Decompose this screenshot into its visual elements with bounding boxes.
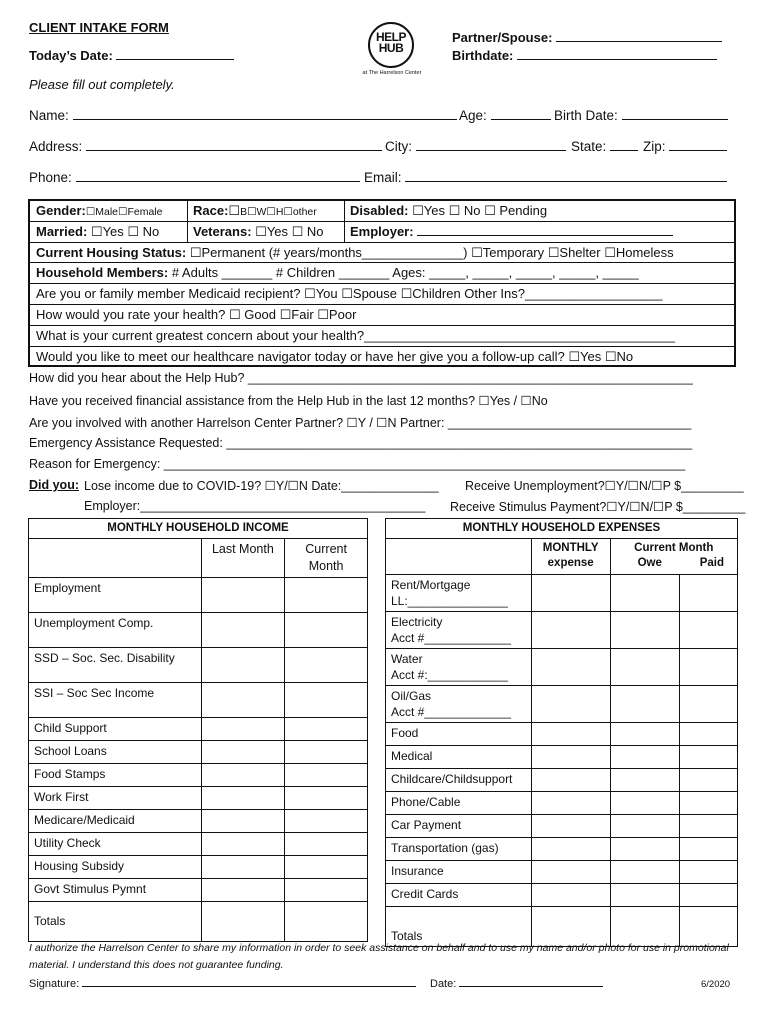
birth-date-label: Birth Date: (554, 108, 618, 123)
income-current-month-cell[interactable] (285, 718, 368, 741)
expense-account-field[interactable]: Acct #_____________ (391, 705, 512, 719)
email-field[interactable] (364, 170, 727, 185)
income-row-label: Unemployment Comp. (29, 613, 202, 648)
date-field[interactable] (430, 977, 603, 990)
income-row-label: Housing Subsidy (29, 856, 202, 879)
expense-row-label-cell (386, 861, 532, 884)
age-field[interactable] (459, 108, 551, 123)
expense-paid-cell[interactable] (680, 575, 738, 612)
income-last-month-cell[interactable] (201, 648, 285, 683)
logo-text: HELP HUB (375, 30, 406, 55)
address-field[interactable] (29, 139, 382, 154)
expense-owe-cell[interactable] (610, 861, 680, 884)
gender-female-option[interactable]: Female (127, 206, 163, 218)
birthdate-label: Birthdate: (452, 48, 514, 63)
expense-paid-cell[interactable] (680, 723, 738, 746)
housing-label: Current Housing Status: (36, 244, 187, 260)
expenses-table (385, 518, 738, 947)
help-hub-logo (358, 20, 428, 78)
income-row-label: Totals (29, 902, 202, 942)
expense-row-label: Totals (391, 929, 423, 943)
disabled-label: Disabled: (350, 203, 409, 218)
expense-row-label-cell (386, 723, 532, 746)
income-current-month-cell[interactable] (285, 810, 368, 833)
expense-row-label: Oil/Gas (391, 689, 432, 703)
assistance-question[interactable]: Have you received financial assistance from the Help Hub in the last 12 months? ☐Yes / ☐No (29, 394, 548, 408)
income-current-month-cell[interactable] (285, 879, 368, 902)
income-row (29, 810, 368, 833)
income-last-month-cell[interactable] (201, 578, 285, 613)
income-last-month-cell[interactable] (201, 683, 285, 718)
expense-monthly-cell[interactable] (531, 884, 610, 907)
income-header-blank (29, 539, 202, 578)
did-you-label: Did you: (29, 478, 79, 492)
married-group[interactable] (36, 222, 186, 242)
income-last-month-cell[interactable] (201, 833, 285, 856)
income-row-label: SSD – Soc. Sec. Disability (29, 648, 202, 683)
expense-row-label: Insurance (391, 864, 444, 878)
expense-row (386, 575, 738, 612)
household-label: Household Members: (36, 265, 169, 281)
married-label: Married: (36, 223, 88, 239)
expense-owe-cell[interactable] (610, 746, 680, 769)
expense-row (386, 686, 738, 723)
employer-field[interactable]: Employer:_________________________________________ (84, 499, 426, 513)
email-label: Email: (364, 170, 402, 185)
income-current-month-cell[interactable] (285, 741, 368, 764)
household-row[interactable] (30, 263, 734, 284)
income-row (29, 741, 368, 764)
veterans-group[interactable] (193, 222, 343, 242)
expenses-title: MONTHLY HOUSEHOLD EXPENSES (386, 519, 738, 539)
income-title: MONTHLY HOUSEHOLD INCOME (29, 519, 368, 539)
expense-row-label: Electricity (391, 615, 443, 629)
income-row-label: Utility Check (29, 833, 202, 856)
expense-monthly-cell[interactable] (531, 861, 610, 884)
expenses-header-blank (386, 539, 532, 575)
state-label: State: (571, 139, 607, 154)
gender-label: Gender: (36, 203, 86, 218)
phone-label: Phone: (29, 170, 72, 185)
income-row (29, 787, 368, 810)
birth-date-field[interactable] (554, 108, 728, 123)
income-last-month-cell[interactable] (201, 810, 285, 833)
date-label: Date: (430, 978, 457, 990)
logo-subtext: at The Harrelson Center (362, 70, 422, 76)
race-label: Race: (193, 203, 229, 218)
expenses-col-monthly: MONTHLY expense (531, 539, 610, 575)
income-row-label: SSI – Soc Sec Income (29, 683, 202, 718)
partner-label: Partner/Spouse: (452, 30, 553, 45)
income-current-month-cell[interactable] (285, 787, 368, 810)
expense-paid-cell[interactable] (680, 838, 738, 861)
zip-label: Zip: (643, 139, 666, 154)
income-row-label: Employment (29, 578, 202, 613)
expense-owe-cell[interactable] (610, 686, 680, 723)
expenses-col-paid: Paid (699, 557, 724, 569)
expense-row-label: Phone/Cable (391, 795, 461, 809)
income-current-month-cell[interactable] (285, 613, 368, 648)
income-last-month-cell[interactable] (201, 741, 285, 764)
expense-owe-cell[interactable] (610, 612, 680, 649)
income-row (29, 613, 368, 648)
expenses-col-owe: Owe (637, 557, 662, 569)
expense-row (386, 746, 738, 769)
expense-row-label: Water (391, 652, 423, 666)
expense-owe-cell[interactable] (610, 769, 680, 792)
expenses-current-month-label: Current Month (634, 542, 714, 554)
expense-row (386, 815, 738, 838)
expense-paid-cell[interactable] (680, 884, 738, 907)
expense-monthly-cell[interactable] (531, 792, 610, 815)
city-field[interactable] (385, 139, 566, 154)
income-row (29, 902, 368, 942)
gender-group[interactable]: Gender:☐Male☐Female (36, 203, 163, 218)
income-row (29, 833, 368, 856)
veterans-options[interactable]: ☐Yes ☐ No (255, 223, 324, 239)
form-version: 6/2020 (701, 979, 731, 990)
race-options[interactable]: B☐W☐H☐other (240, 206, 317, 218)
expense-owe-cell[interactable] (610, 649, 680, 686)
expense-row-label-cell (386, 686, 532, 723)
income-row (29, 578, 368, 613)
stimulus-question[interactable]: Receive Stimulus Payment?☐Y/☐N/☐P $_________ (450, 500, 746, 514)
address-label: Address: (29, 139, 83, 154)
expense-monthly-cell[interactable] (531, 612, 610, 649)
expense-monthly-cell[interactable] (531, 838, 610, 861)
income-last-month-cell[interactable] (201, 879, 285, 902)
expense-monthly-cell[interactable] (531, 575, 610, 612)
income-row-label: School Loans (29, 741, 202, 764)
income-row (29, 648, 368, 683)
income-col-last: Last Month (201, 539, 285, 578)
expense-row-label-cell (386, 838, 532, 861)
covid-question[interactable]: Lose income due to COVID-19? ☐Y/☐N Date:______________ (84, 479, 439, 493)
expense-owe-cell[interactable] (610, 884, 680, 907)
emergency-requested-field[interactable]: Emergency Assistance Requested: ___________________________________________________________________ (29, 436, 693, 450)
expense-row-label: Car Payment (391, 818, 462, 832)
zip-field[interactable] (643, 139, 727, 154)
married-veterans-row (30, 222, 734, 243)
housing-options[interactable]: ☐Permanent (# years/months______________) ☐Temporary ☐Shelter ☐Homeless (189, 244, 674, 260)
expense-owe-cell[interactable] (610, 792, 680, 815)
birthdate-field[interactable] (452, 48, 717, 63)
expense-row-label: Credit Cards (391, 887, 459, 901)
income-row (29, 718, 368, 741)
expense-paid-cell[interactable] (680, 769, 738, 792)
income-last-month-cell[interactable] (201, 902, 285, 942)
heard-about-question[interactable]: How did you hear about the Help Hub? ________________________________________________________________ (29, 371, 693, 385)
expense-row (386, 861, 738, 884)
partner-field[interactable] (452, 30, 722, 45)
instruction-text: Please fill out completely. (29, 77, 175, 92)
expense-monthly-cell[interactable] (531, 649, 610, 686)
emergency-reason-field[interactable]: Reason for Emergency: ___________________________________________________________________________ (29, 457, 686, 471)
expense-row-label: Medical (391, 749, 433, 763)
expense-row-label-cell (386, 575, 532, 612)
income-last-month-cell[interactable] (201, 718, 285, 741)
veterans-label: Veterans: (193, 223, 252, 239)
expense-paid-cell[interactable] (680, 815, 738, 838)
expense-row (386, 649, 738, 686)
phone-field[interactable] (29, 170, 360, 185)
race-group[interactable]: Race:☐B☐W☐H☐other (193, 203, 317, 218)
expense-paid-cell[interactable] (680, 861, 738, 884)
expense-paid-cell[interactable] (680, 649, 738, 686)
state-field[interactable] (571, 139, 638, 154)
income-row (29, 856, 368, 879)
demographics-box (28, 199, 736, 367)
medicaid-row[interactable]: Are you or family member Medicaid recipient? ☐You ☐Spouse ☐Children Other Ins?___________________ (30, 284, 734, 305)
income-last-month-cell[interactable] (201, 764, 285, 787)
income-last-month-cell[interactable] (201, 787, 285, 810)
expense-row-label-cell (386, 746, 532, 769)
employer-group[interactable] (350, 222, 730, 242)
name-label: Name: (29, 108, 69, 123)
todays-date-field[interactable] (29, 48, 234, 63)
expense-paid-cell[interactable] (680, 746, 738, 769)
navigator-row[interactable]: Would you like to meet our healthcare navigator today or have her give you a follow-up call? ☐Yes ☐No (36, 348, 634, 364)
health-rate-row[interactable]: How would you rate your health? ☐ Good ☐Fair ☐Poor (30, 305, 734, 326)
expense-monthly-cell[interactable] (531, 723, 610, 746)
married-options[interactable]: ☐Yes ☐ No (90, 223, 160, 239)
expense-row (386, 723, 738, 746)
disabled-options[interactable]: ☐Yes ☐ No ☐ Pending (412, 203, 548, 218)
expense-paid-cell[interactable] (680, 792, 738, 815)
income-row-label: Govt Stimulus Pymnt (29, 879, 202, 902)
income-current-month-cell[interactable] (285, 648, 368, 683)
expense-owe-cell[interactable] (610, 815, 680, 838)
expense-row-label-cell (386, 612, 532, 649)
housing-row[interactable] (30, 243, 734, 264)
income-table (28, 518, 368, 942)
expense-row-label-cell (386, 792, 532, 815)
expense-row-label-cell (386, 815, 532, 838)
income-row (29, 683, 368, 718)
income-current-month-cell[interactable] (285, 764, 368, 787)
name-field[interactable] (29, 108, 457, 123)
gender-male-option[interactable]: Male (95, 206, 119, 218)
expense-owe-cell[interactable] (610, 838, 680, 861)
income-current-month-cell[interactable] (285, 856, 368, 879)
income-row-label: Child Support (29, 718, 202, 741)
employer-label: Employer: (350, 223, 414, 239)
expense-row-label: Transportation (gas) (391, 841, 499, 855)
expense-row-label: Food (391, 726, 419, 740)
city-label: City: (385, 139, 412, 154)
signature-field[interactable] (29, 977, 416, 990)
expense-row (386, 612, 738, 649)
expense-owe-cell[interactable] (610, 575, 680, 612)
signature-label: Signature: (29, 978, 80, 990)
expense-row (386, 769, 738, 792)
expense-account-field[interactable]: Acct #:____________ (391, 668, 508, 682)
expense-monthly-cell[interactable] (531, 815, 610, 838)
income-current-month-cell[interactable] (285, 833, 368, 856)
income-current-month-cell[interactable] (285, 683, 368, 718)
expense-row (386, 838, 738, 861)
expense-row-label: Childcare/Childsupport (391, 772, 513, 786)
expense-owe-cell[interactable] (610, 723, 680, 746)
form-title: CLIENT INTAKE FORM (29, 20, 169, 35)
income-col-current: Current Month (285, 539, 368, 578)
income-last-month-cell[interactable] (201, 856, 285, 879)
income-current-month-cell[interactable] (285, 902, 368, 942)
expense-row-label-cell (386, 769, 532, 792)
household-fields[interactable]: # Adults _______ # Children _______ Ages: _____, _____, _____, _____, _____ (171, 265, 639, 281)
disabled-group[interactable] (350, 201, 730, 221)
expense-row (386, 792, 738, 815)
expense-row (386, 884, 738, 907)
gender-race-row (30, 201, 734, 222)
authorization-text: I authorize the Harrelson Center to share my information in order to seek assistance on behalf and to use my name and/or photo for use in promotional material. I understand this does not guarantee funding. (29, 942, 729, 971)
expense-monthly-cell[interactable] (531, 746, 610, 769)
health-concern-row[interactable]: What is your current greatest concern about your health?___________________________________________ (30, 326, 734, 347)
income-row-label: Work First (29, 787, 202, 810)
todays-date-label: Today’s Date: (29, 48, 113, 63)
partner-question[interactable]: Are you involved with another Harrelson Center Partner? ☐Y / ☐N Partner: ___________________________________ (29, 416, 692, 430)
expense-paid-cell[interactable] (680, 686, 738, 723)
expense-row-label: Rent/Mortgage (391, 578, 471, 592)
expense-account-field[interactable]: Acct #_____________ (391, 631, 512, 645)
expenses-col-current (610, 539, 737, 575)
expense-row-label-cell (386, 884, 532, 907)
income-row-label: Medicare/Medicaid (29, 810, 202, 833)
expense-monthly-cell[interactable] (531, 769, 610, 792)
income-row-label: Food Stamps (29, 764, 202, 787)
income-row (29, 764, 368, 787)
expense-account-field[interactable]: LL:_______________ (391, 594, 508, 608)
expense-paid-cell[interactable] (680, 612, 738, 649)
unemployment-question[interactable]: Receive Unemployment?☐Y/☐N/☐P $_________ (465, 479, 744, 493)
income-current-month-cell[interactable] (285, 578, 368, 613)
age-label: Age: (459, 108, 487, 123)
expense-monthly-cell[interactable] (531, 686, 610, 723)
income-row (29, 879, 368, 902)
income-last-month-cell[interactable] (201, 613, 285, 648)
expense-row-label-cell (386, 649, 532, 686)
